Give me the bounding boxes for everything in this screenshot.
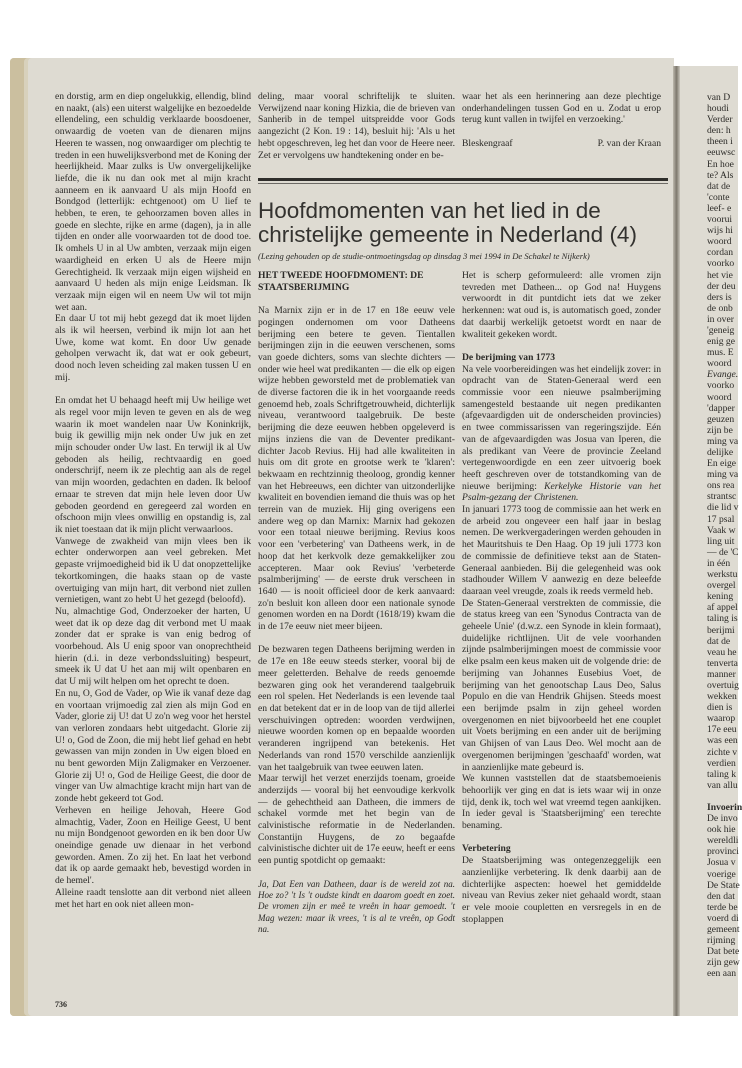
paragraph: De Staten-Generaal verstrekten de commissie, die de status kreeg van een 'Synodus Contracta van de geheele Unie' (d.w.z. een Synode in klein formaat), duidelijke richtlijnen. Uit de vele voorhanden zijnde psalmberijmingen moest de commissie voor elke psalm een keus maken uit de volgende drie: de berijming van Johannes Eusebius Voet, de berijming van het genootschap Laus Deo, Salus Populo en die van Hendrik Ghijsen. Steeds moest een berijmde psalm in zijn geheel worden overgenomen en niet bijvoorbeeld het ene couplet uit Voets berijming en een ander uit de berijming van Ghijsen of van Laus Deo. Wel mocht aan de overgenomen berijmingen 'geschaafd' worden, wat in aanzienlijke mate gebeurd is. — [462, 597, 661, 773]
text-line: manner — [707, 668, 736, 680]
blank-line — [707, 791, 742, 802]
text-line: En eige — [707, 458, 737, 470]
article-subtitle: (Lezing gehouden op de studie-ontmoetingsdag op dinsdag 3 mei 1994 in De Schakel te Nijkerk) — [258, 251, 590, 261]
divider-rule — [258, 178, 668, 181]
text-line: Josua v — [707, 857, 736, 869]
paragraph — [462, 364, 661, 504]
paragraph: Verheven en heilige Jehovah, Heere God almachtig, Vader, Zoon en Heilige Geest, U bent nu mijn Bondgenoot geworden en ik ben door Uw oneindige genade uw dienaar in het verbond geworden. Amen. Zo zij het. En laat het verbond dat ik op aarde gemaakt heb, bevestigd worden in de hemel'. — [55, 804, 251, 887]
paragraph: En daar U tot mij hebt gezegd dat ik moet lijden als ik wil heersen, verbind ik mijn lot aan het Uwe, kome wat komt. En door Uw genade geholpen verwacht ik, dat wat er ook gebeurt, dood noch leven scheiding zal maken tussen U en mij. — [55, 313, 251, 383]
text-line: enig ge — [707, 336, 735, 348]
text-line: zichte v — [707, 746, 738, 758]
text-line: 'geneig — [707, 324, 735, 336]
text-line: Verder — [707, 114, 733, 126]
text-line: geuzen — [707, 413, 735, 425]
text-line: werkstu — [707, 569, 738, 581]
text-line: De State — [707, 879, 740, 891]
text-line: ders is — [707, 291, 732, 303]
text-line: van allu — [707, 779, 738, 791]
paragraph: Nu, almachtige God, Onderzoeker der harten, U weet dat ik op deze dag dit verbond met U maak zonder dat er sprake is van enig bedrog of voorbehoud. Als U enig spoor van onoprechtheid hierin (d.i. in deze verbondssluiting) bespeurt, smeek ik U dat U het aan mij wilt openbaren en dat U mij wilt helpen om het oprecht te doen. — [55, 605, 251, 688]
paragraph: We kunnen vaststellen dat de staatsbemoeienis behoorlijk ver ging en dat is iets waar wij in onze tijd, denk ik, toch wel wat vreemd tegen aankijken. In ieder geval is 'Staatsberijming' een terechte benaming. — [462, 773, 661, 832]
section-heading: HET TWEEDE HOOFDMOMENT: DE STAATSBERIJMING — [258, 270, 424, 293]
right-page — [680, 66, 742, 1016]
text-line: Vaak w — [707, 524, 736, 536]
text-line: ming va — [707, 435, 739, 447]
text-line: verdien — [707, 757, 736, 769]
text-line: het vie — [707, 269, 733, 281]
paragraph: In januari 1773 toog de commissie aan het werk en de arbeid zou ongeveer een half jaar in beslag nemen. De werkvergaderingen werden gehouden in het Mauritshuis te Den Haag. Op 19 juli 1773 kon de commissie de definitieve tekst aan de Staten-Generaal aanbieden. Bij die gelegenheid was ook stadhouder Willem V aanwezig en deze beleefde daaraan veel vreugde, zoals ik reeds vermeld heb. — [462, 504, 661, 597]
text-line: ming va — [707, 469, 739, 481]
text-line: 'dapper — [707, 402, 735, 414]
article-column-2 — [258, 270, 455, 936]
paragraph: en dorstig, arm en diep ongelukkig, ellendig, blind en naakt, (als) een uiterst walgelijke en bezoedelde ellendeling, een schuldig verklaarde boosdoener, onwaardig de voeten van de dienaren mijns Heeren te wassen, nog onwaardiger om plechtig te treden in een huwelijksverbond met de Koning der heerlijkheid. Maar zulks is Uw onvergelijkelijke liefde, die ik nu dan ook met al mijn kracht aanneem en ik aanvaard U als mijn Hoofd en Bondgod (letterlijk: echtgenoot) om U lief te hebben, te eren, te gehoorzamen boven alles in goede en slechte, rijke en arme (dagen), ja in alle tijden en onder alle voorwaarden tot de dood toe. Ik omhels U in al Uw ambten, verzaak mijn eigen waardigheid en erken U als de Heere mijn Gerechtigheid. Ik verzaak mijn eigen wijsheid en aanvaard U heden als mijn enige Leidsman. Ik verzaak mijn eigen wil en neem Uw wil tot mijn wet aan. — [55, 91, 251, 313]
text-line: provinci — [707, 846, 739, 858]
text-line: dat de — [707, 635, 731, 647]
text-line: En hoe — [707, 158, 734, 170]
poem-quote: Ja, Dat Een van Datheen, daar is de wereld zot na. Hoe zo? 't Is 't oudste kindt en daarom goedt en zoet. De vromen zijn er meê te vreên in haar gemoedt. 't Mag wezen: maar ik vrees, 't is al te vreên, op Godt na. — [258, 878, 455, 935]
text-line: kening — [707, 591, 734, 603]
text-line: een aan — [707, 968, 737, 980]
text-line: dien is — [707, 702, 733, 714]
section-heading: De berijming van 1773 — [462, 351, 556, 363]
text-line: theen i — [707, 136, 733, 148]
text-line: zijn be — [707, 424, 733, 436]
text-line: wereldli — [707, 835, 739, 847]
text-line: gemeent — [707, 924, 740, 936]
text-line: cordan — [707, 247, 734, 259]
text-line: ook hie — [707, 824, 736, 836]
text-line: der deu — [707, 280, 736, 292]
previous-article-column-3 — [462, 91, 661, 150]
paragraph: En nu, O, God de Vader, op Wie ik vanaf deze dag en voortaan vrijmoedig zal zien als mijn God en Vader, glorie zij U! dat U zo'n weg voor het herstel van verloren zondaars hebt uitgedacht. Glorie zij U! o, God de Zoon, die mij hebt lief gehad en hebt gewassen van mijn zonden in Uw eigen bloed en nu bent geworden Mijn Zaligmaker en Verzoener. Glorie zij U! o, God de Heilige Geest, die door de vinger van Uw almachtige kracht mijn hart van de zonde hebt gekeerd tot God. — [55, 687, 251, 805]
text-line: voorui — [707, 214, 733, 226]
text-line: was een — [707, 735, 738, 747]
text-line: dat de — [707, 180, 731, 192]
text-line: waarop — [707, 713, 736, 725]
text-line: den: h — [707, 125, 731, 137]
text-line: wijs hi — [707, 225, 733, 237]
previous-article-column-1 — [55, 91, 251, 910]
text-line: 17e eeu — [707, 724, 737, 736]
divider-rule-thin — [258, 183, 668, 184]
paragraph: Vanwege de zwakheid van mijn vlees ben ik echter onderworpen aan veel gebreken. Met gepaste vrijmoedigheid bid ik U dat onopzettelijke tekortkomingen, die haaks staan op de vaste overtuiging van mijn hart, dit verbond niet zullen vernietigen, want zo hebt U het gezegd (beloofd). — [55, 535, 251, 606]
text-line: af appel — [707, 602, 738, 614]
text-line: strantsc — [707, 491, 737, 503]
paragraph: De Staatsberijming was ontegenzeggelijk een aanzienlijke verbetering. Ik denk daarbij aan de dichterlijke aspecten: hoewel het gemiddelde niveau van Revius zeker niet gehaald wordt, staan er vele mooie coupletten en versregels in en de stoplappen — [462, 855, 661, 925]
previous-article-column-2 — [258, 91, 455, 161]
text-line: wekken — [707, 691, 737, 703]
text-line: voerd di — [707, 912, 739, 924]
text-line: woord — [707, 391, 732, 403]
text-line: den dat — [707, 890, 735, 902]
text-line: die lid v — [707, 502, 739, 514]
text-line: leef- e — [707, 202, 732, 214]
paragraph: Maar terwijl het verzet enerzijds toenam, groeide anderzijds — vooral bij het eenvoudige kerkvolk — de gehechtheid aan Datheen, die immers de schakel vormde met het begin van de calvinistische reformatie in de Nederlanden. Constantijn Huygens, de zo begaafde calvinistische dichter uit de 17e eeuw, heeft er eens een puntig spotdicht op gemaakt: — [258, 773, 455, 867]
text-line: in één — [707, 557, 731, 569]
place: Bleskengraaf — [462, 137, 513, 149]
text-line: berijmi — [707, 624, 735, 636]
text-line: Dat bete — [707, 946, 740, 958]
text-line: eeuwsc — [707, 147, 736, 159]
text-line: houdi — [707, 103, 729, 115]
paragraph: De bezwaren tegen Datheens berijming werden in de 17e en 18e eeuw steeds sterker, vooral bij de meer geletterden. Behalve de reeds genoemde bezwaren ging ook het veranderend taalgebruik een rol spelen. Het Nederlands is een levende taal en dat betekent dat er in de loop van de tijd allerlei verschuivingen optreden: woorden verdwijnen, nieuwe woorden komen op en bepaalde woorden veranderen ingrijpend van betekenis. Het Nederlands van rond 1570 verschilde aanzienlijk van het taalgebruik van twee eeuwen laten. — [258, 644, 455, 773]
right-page-text — [707, 92, 742, 980]
text-line: voerige — [707, 868, 736, 880]
text-line: terde be — [707, 901, 738, 913]
paragraph-text: Na vele voorbereidingen was het eindelijk zover: in opdracht van de Staten-Generaal werd een commissie voor een nieuwe psalmberijming samengesteld bestaande uit negen predikanten (afgevaardigden uit de onderscheiden provincies) en twee commissarissen van regeringszijde. Eén van de afgevaardigden was Josua van Iperen, die als predikant van Veere de provincie Zeeland vertegenwoordigde en een zeer uitvoerig boek heeft geschreven over de totstandkoming van de nieuwe berijming: — [462, 363, 661, 492]
section-heading: Invoerin — [707, 802, 742, 813]
paragraph: waar het als een herinnering aan deze plechtige onderhandelingen tussen God en u. Zodat u erop terug kunt vallen in twijfel en verzoeking.' — [462, 91, 661, 126]
paragraph: deling, maar vooral schriftelijk te sluiten. Verwijzend naar koning Hizkia, die de brieven van Sanherib in de tempel uitspreidde voor Gods aangezicht (2 Kon. 19 : 14), besluit hij: 'Als u het hebt opgeschreven, leg het dan voor de Heere neer. Zet er vervolgens uw handtekening onder en be- — [258, 91, 455, 161]
text-line: delijke — [707, 447, 734, 458]
text-line: van D — [707, 92, 731, 103]
book-title: Kerkelyke Historie van het Psalm-gezang der Christenen. — [462, 480, 662, 504]
paragraph: Na Marnix zijn er in de 17 en 18e eeuw vele pogingen ondernomen om voor Datheens berijming een betere te geven. Tientallen berijmingen zijn in die eeuwen verschenen, soms van goede dichters, soms van slechte dichters — onder wie heel wat predikanten — die elk op eigen wijze hebben geworsteld met de problematiek van de diverse factoren die ik in het voorgaande reeds genoemd heb, zoals Schriftgetrouwheid, dichterlijk niveau, verantwoord taalgebruik. De beste berijming die deze eeuwen hebben opgeleverd is mijns inziens die van de Deventer predikant-dichter Jacob Revius. Hij had alle kwaliteiten in huis om dit grote en grootse werk te 'klaren': bekwaam en rechtzinnig theoloog, grondig kenner van het Hebreeuws, een dichter van uitzonderlijke kwaliteit en bovendien iemand die thuis was op het terrein van de muziek. Hij ging overigens een andere weg op dan Marnix: Marnix had gekozen voor een totaal nieuwe berijming. Revius koos voor een 'verbetering' van Datheens werk, in de hoop dat het kerkvolk deze gemakkelijker zou accepteren. Maar ook Revius' 'verbeterde psalmberijming' — de eerste druk verscheen in 1640 — is nooit officieel door de kerk aanvaard: zo'n besluit kon alleen door een nationale synode genomen worden en na Dordt (1618/19) kwam die in de 17e eeuw niet meer bijeen. — [258, 305, 455, 633]
text-line: mus. E — [707, 347, 734, 359]
text-line: overtuig — [707, 679, 739, 691]
page-number: 736 — [55, 1000, 67, 1009]
section-heading: Verbetering — [462, 843, 511, 855]
author: P. van der Kraan — [597, 137, 661, 149]
text-line: de onb — [707, 302, 733, 314]
text-line: taling k — [707, 768, 737, 780]
text-line: rijming — [707, 935, 736, 947]
article-title: Hoofdmomenten van het lied in de christelijke gemeente in Nederland (4) — [258, 198, 637, 247]
text-line: taling is — [707, 613, 738, 625]
text-line: te? Als — [707, 169, 734, 181]
signature — [462, 138, 661, 150]
paragraph: En omdat het U behaagd heeft mij Uw heilige wet als regel voor mijn leven te geven en als de weg waarin ik moet wandelen naar Uw Koninkrijk, buig ik gewillig mijn nek onder Uw juk en zet mijn schouder onder Uw last. En terwijl ik al Uw geboden als heilig, rechtvaardig en goed onderschrijf, neem ik ze plechtig aan als de regel van mijn woorden, gedachten en daden. Ik beloof ernaar te streven dat mijn hele leven door Uw geboden geordend en geregeerd zal worden en ofschoon mijn vlees onwillig en opstandig is, zal ik niet toestaan dat ik mijn plicht verwaarloos. — [55, 395, 251, 535]
paragraph: Alleine raadt tenslotte aan dit verbond niet alleen met het hart en ook niet alleen mon- — [55, 886, 251, 910]
paragraph: Het is scherp geformuleerd: alle vromen zijn tevreden met Datheen... op God na! Huygens verwoordt in dit puntdicht iets dat we zeker herkennen: wat oud is, is automatisch goed, zonder dat daarbij werkelijk getoetst wordt en naar de kwaliteit gekeken wordt. — [462, 270, 661, 340]
text-line: Evange. — [707, 369, 739, 381]
article-column-3 — [462, 270, 661, 925]
text-line: ling uit — [707, 535, 735, 547]
text-line: tenverta — [707, 657, 738, 669]
text-line: woord — [707, 358, 732, 370]
text-line: 'conte — [707, 191, 730, 203]
text-line: De invo — [707, 813, 738, 825]
text-line: voorko — [707, 380, 735, 392]
text-line: — de 'C — [707, 546, 739, 558]
text-line: overgel — [707, 580, 736, 592]
text-line: zijn gew — [707, 957, 740, 969]
text-line: voorko — [707, 258, 735, 270]
text-line: woord — [707, 236, 732, 248]
text-line: in over — [707, 313, 734, 325]
text-line: ons rea — [707, 480, 735, 492]
text-line: 17 psal — [707, 513, 735, 525]
text-line: veau he — [707, 646, 737, 658]
